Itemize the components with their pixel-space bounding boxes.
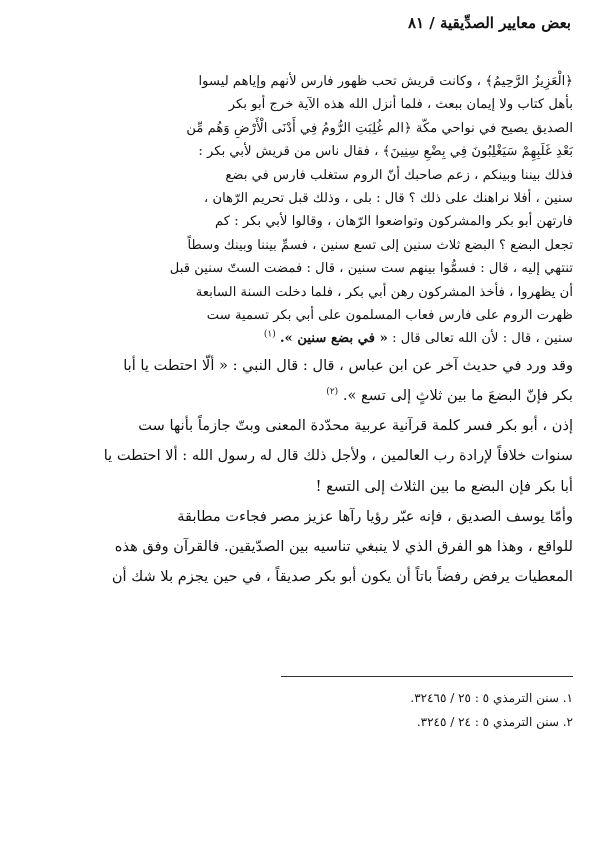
text-line: تجعل البضع ؟ البضع ثلاث سنين إلى تسع سنين ، فسمِّ بيننا وبينك وسطاً [187,237,573,253]
text-line-last [47,327,573,350]
hadith-quote-block [47,70,573,351]
body-text [47,70,573,593]
text-line: فارتهن أبو بكر والمشركون وتواضعوا الرّهان ، وقالوا لأبي بكر : كم [215,214,573,230]
footnote-ref-1[interactable]: (١) [263,330,276,341]
footnotes [47,686,573,734]
text-line: وأمّا يوسف الصديق ، فإنه عبّر رؤيا رآها عزيز مصر فجاءت مطابقة [177,507,573,525]
text-line: أبا بكر فإن البضع ما بين الثلاث إلى التسع ! [315,477,573,495]
text-span: سنين ، قال : لأن الله تعالى قال : [387,331,573,347]
footnote-1: ١. سنن الترمذي ٥ : ٢٥ / ٣٢٤٦٥. [410,691,573,705]
paragraph-hadith-ibn-abbas [47,351,573,411]
text-line: ﴿الْعَزِيزُ الرَّحِيمُ﴾ ، وكانت قريش تحب ظهور فارس لأنهم وإياهم ليسوا [198,74,573,89]
text-line: بَعْدِ غَلَبِهِمْ سَيَغْلِبُونَ فِي بِضْعِ سِنِينَ﴾ ، فقال ناس من قريش لأبي بكر : [198,144,573,160]
text-line: بأهل كتاب ولا إيمان ببعث ، فلما أنزل الله هذه الآية خرج أبو بكر [228,97,573,113]
text-line: أن يظهروا ، فأخذ المشركون رهن أبي بكر ، فلما دخلت السنة السابعة [195,284,573,300]
paragraph-yusuf [47,502,573,593]
quoted-phrase: « في بضع سنين ». [279,331,388,347]
text-line: تنتهي إليه ، قال : فسمُّوا بينهم ست سنين ، قال : فمضت الستّ سنين قبل [169,261,573,277]
text-span: بكر فإنّ البضعَ ما بين ثلاثٍ إلى تسع ». [342,387,573,405]
text-line: فذلك بيننا وبينكم ، زعم صاحبك أنّ الروم ستغلب فارس في بضع [225,167,573,183]
text-line: المعطيات يرفض رفضاً باتاً أن يكون أبو بكر صديقاً ، في حين يجزم بلا شك أن [111,568,573,586]
text-line: للواقع ، وهذا هو الفرق الذي لا ينبغي تناسيه بين الصدّيقين. فالقرآن وفق هذه [114,538,573,556]
footnote-2: ٢. سنن الترمذي ٥ : ٢٤ / ٣٢٤٥. [416,715,573,729]
text-line: سنوات خلافاً لإرادة رب العالمين ، ولأجل ذلك قال له رسول الله : ألا احتطت يا [103,447,573,465]
text-line: إذن ، أبو بكر فسر كلمة قرآنية عربية محدّدة المعنى وبتّ جازماً بأنها ست [138,417,573,435]
running-header: بعض معايير الصدِّيقية / ٨١ [407,14,571,32]
footnote-ref-2[interactable]: (٢) [326,387,339,398]
text-line [47,381,573,411]
paragraph-conclusion [47,411,573,502]
footnote-divider [281,676,573,677]
text-line: الصديق يصيح في نواحي مكّة ﴿الم غُلِبَتِ الرُّومُ فِي أَدْنَى الْأَرْضِ وَهُم مِّن [186,120,573,136]
text-line: ظهرت الروم على فارس فعاب المسلمون على أبي بكر تسمية ست [206,308,573,324]
text-line: وقد ورد في حديث آخر عن ابن عباس ، قال : قال النبي : « ألّا احتطت يا أبا [123,356,573,374]
text-line: سنين ، أفلا نراهنك على ذلك ؟ قال : بلى ، وذلك قبل تحريم الرّهان ، [204,191,573,207]
